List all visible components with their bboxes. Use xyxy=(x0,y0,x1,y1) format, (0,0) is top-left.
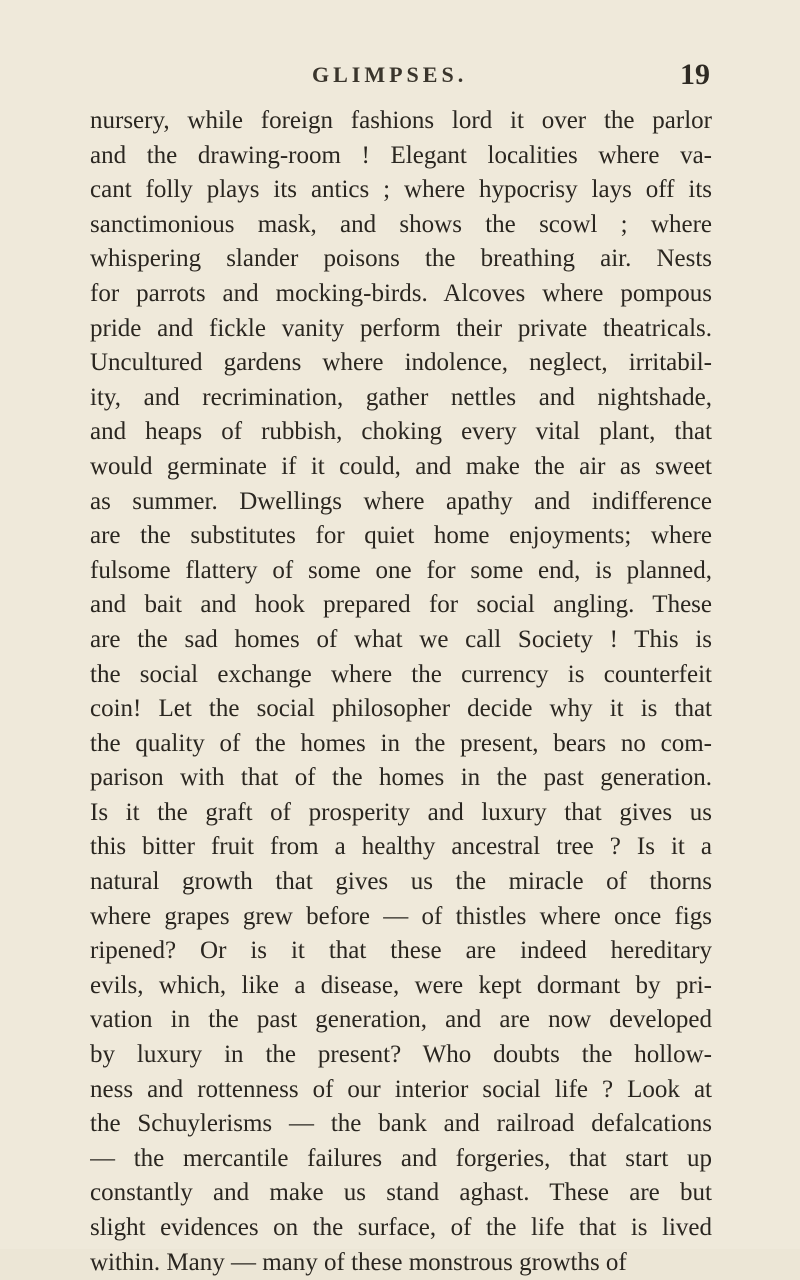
text-line: vation in the past generation, and are now developed xyxy=(90,1006,712,1034)
text-line: for parrots and mocking-birds. Alcoves where pompous xyxy=(90,279,712,307)
text-line: by luxury in the present? Who doubts the hollow- xyxy=(90,1041,712,1069)
text-line: where grapes grew before — of thistles where once figs xyxy=(90,902,712,930)
text-line: constantly and make us stand aghast. These are but xyxy=(90,1179,712,1207)
running-title: GLIMPSES. xyxy=(312,62,468,87)
text-line: and bait and hook prepared for social angling. These xyxy=(90,591,712,619)
text-line: coin! Let the social philosopher decide why it is that xyxy=(90,695,712,723)
text-line: fulsome flattery of some one for some end, is planned, xyxy=(90,556,712,584)
text-line: this bitter fruit from a healthy ancestral tree ? Is it a xyxy=(90,833,712,861)
text-line: the quality of the homes in the present, bears no com- xyxy=(90,729,712,757)
text-line: natural growth that gives us the miracle of thorns xyxy=(90,868,712,896)
text-line: would germinate if it could, and make the air as sweet xyxy=(90,452,712,480)
text-line: ripened? Or is it that these are indeed hereditary xyxy=(90,937,712,965)
text-line: ness and rottenness of our interior social life ? Look at xyxy=(90,1075,712,1103)
text-line: whispering slander poisons the breathing air. Nests xyxy=(90,245,712,273)
text-line: the Schuylerisms — the bank and railroad defalcations xyxy=(90,1110,712,1138)
text-line: Uncultured gardens where indolence, neglect, irritabil- xyxy=(90,349,712,377)
text-line: parison with that of the homes in the past generation. xyxy=(90,764,712,792)
text-line: are the sad homes of what we call Society ! This is xyxy=(90,625,712,653)
text-line: ity, and recrimination, gather nettles and nightshade, xyxy=(90,383,712,411)
text-line: nursery, while foreign fashions lord it over the parlor xyxy=(90,107,712,134)
text-line: sanctimonious mask, and shows the scowl ; where xyxy=(90,210,712,238)
text-line: and heaps of rubbish, choking every vital plant, that xyxy=(90,418,712,446)
text-line: and the drawing-room ! Elegant localities where va- xyxy=(90,141,712,169)
text-line: slight evidences on the surface, of the life that is lived xyxy=(90,1214,712,1241)
text-line: pride and fickle vanity perform their private theatricals. xyxy=(90,314,712,342)
text-line: cant folly plays its antics ; where hypocrisy lays off its xyxy=(90,176,712,204)
page-header xyxy=(90,58,710,98)
text-line: evils, which, like a disease, were kept dormant by pri- xyxy=(90,971,712,999)
text-line: are the substitutes for quiet home enjoyments; where xyxy=(90,522,712,550)
text-line: — the mercantile failures and forgeries, that start up xyxy=(90,1144,712,1172)
text-line: the social exchange where the currency is counterfeit xyxy=(90,660,712,688)
text-line: Is it the graft of prosperity and luxury that gives us xyxy=(90,798,712,826)
text-line: within. Many — many of these monstrous growths of xyxy=(90,1248,627,1276)
page-number: 19 xyxy=(680,58,710,91)
text-line: as summer. Dwellings where apathy and indifference xyxy=(90,487,712,515)
body-text xyxy=(90,104,712,1280)
